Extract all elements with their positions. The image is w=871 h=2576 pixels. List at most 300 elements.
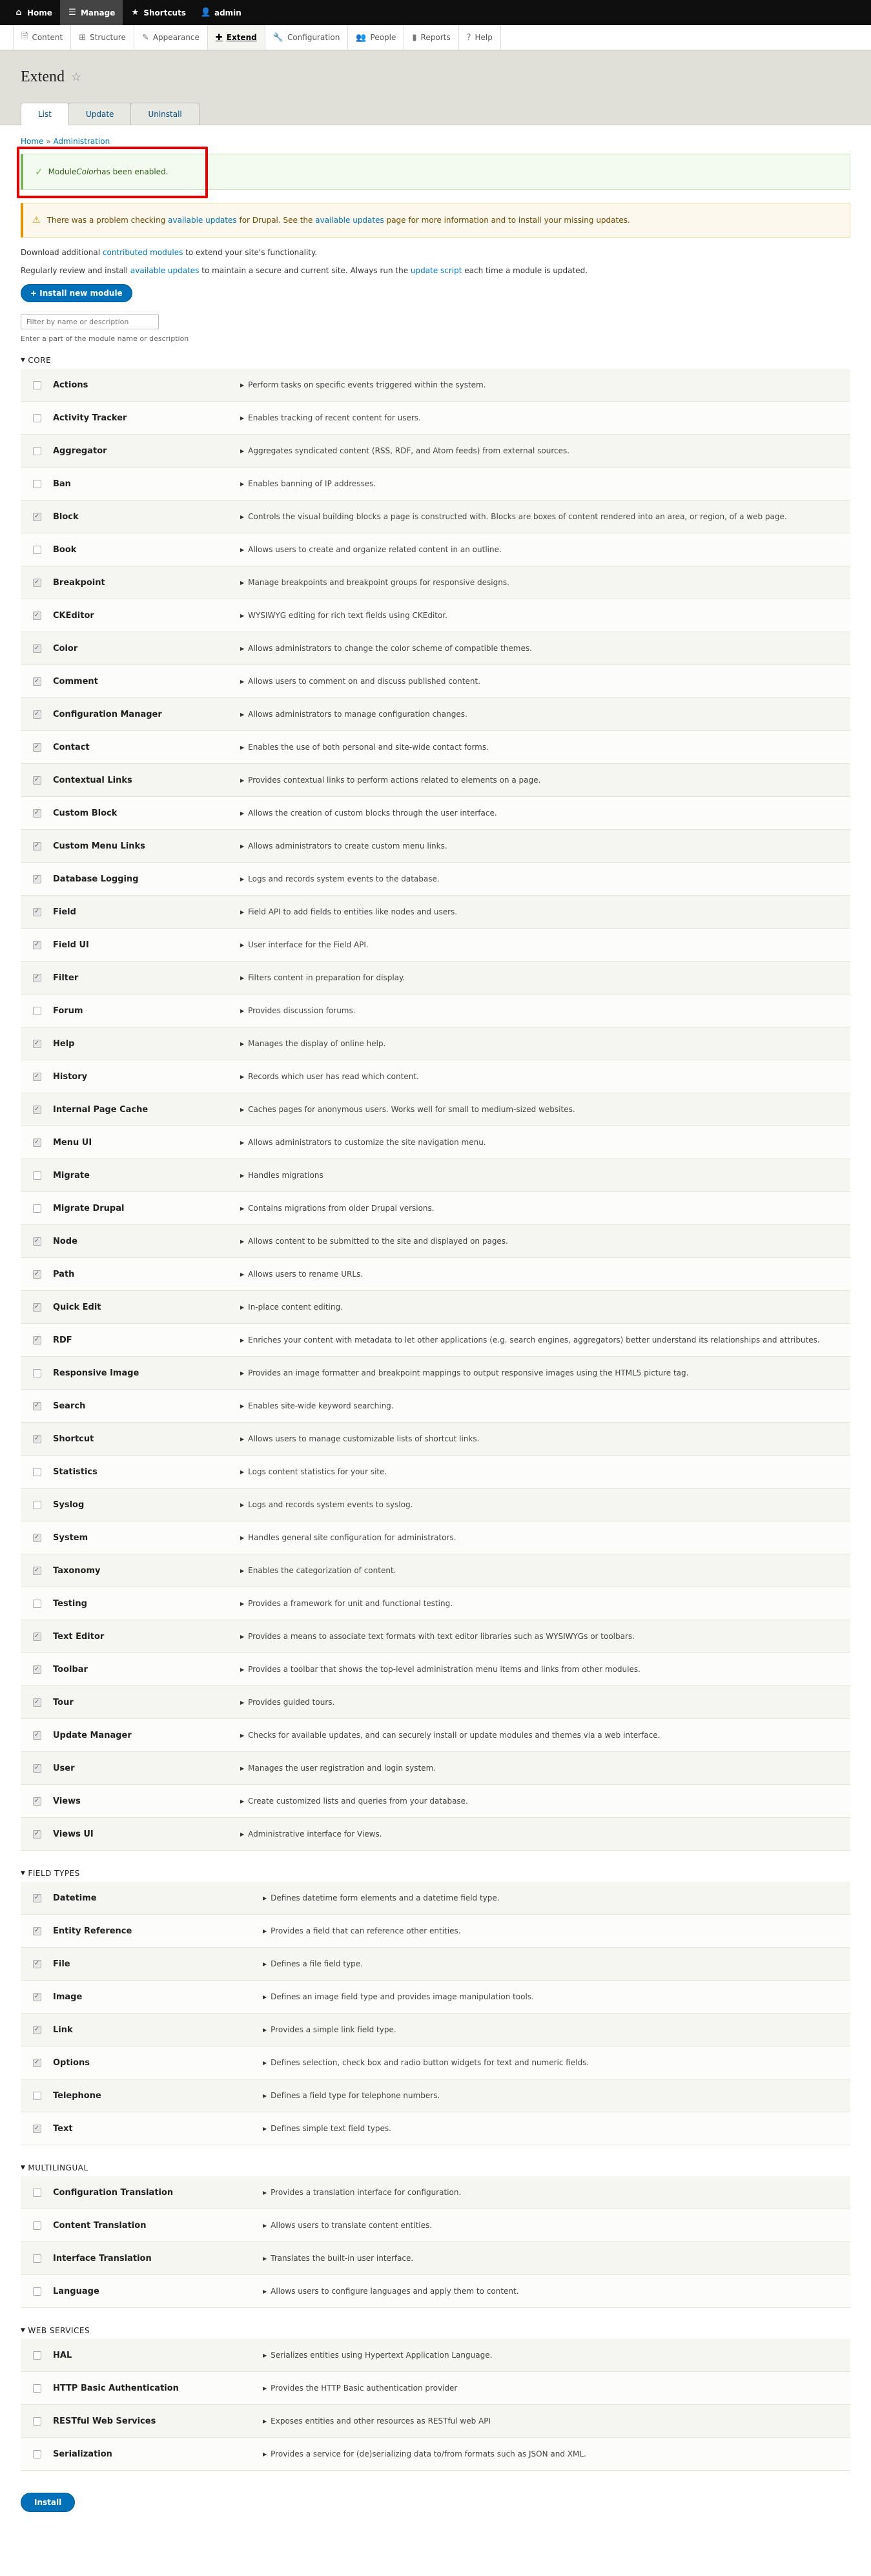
group-header[interactable] [21, 1869, 850, 1878]
module-description-text: Manage breakpoints and breakpoint groups for responsive designs. [248, 578, 509, 587]
module-description[interactable] [240, 841, 850, 850]
module-name[interactable]: CKEditor [53, 610, 94, 621]
module-description-text: Provides discussion forums. [248, 1006, 356, 1015]
module-description-text: Provides a simple link field type. [271, 2025, 396, 2034]
module-row [21, 402, 850, 435]
caret-right-icon: ▶ [240, 744, 245, 750]
caret-right-icon: ▶ [263, 2125, 267, 2132]
module-checkbox[interactable] [33, 414, 41, 422]
module-name[interactable]: Configuration Translation [53, 2187, 174, 2198]
status-module-name: Color [76, 167, 97, 176]
module-checkbox[interactable]: ✓ [33, 1402, 41, 1410]
update-script-link[interactable]: update script [410, 266, 462, 275]
module-name[interactable]: User [53, 1763, 75, 1773]
module-filter-input[interactable] [21, 314, 159, 329]
module-name[interactable]: Tour [53, 1697, 74, 1707]
module-name[interactable]: Search [53, 1401, 86, 1411]
toolbar-shortcuts[interactable] [123, 0, 194, 25]
module-checkbox[interactable]: ✓ [33, 2026, 41, 2034]
module-checkbox[interactable] [33, 2450, 41, 2458]
module-checkbox[interactable]: ✓ [33, 1993, 41, 2001]
module-name[interactable]: Activity Tracker [53, 413, 127, 423]
module-name[interactable]: Link [53, 2025, 73, 2035]
module-row [21, 994, 850, 1027]
module-checkbox[interactable]: ✓ [33, 1665, 41, 1674]
module-description[interactable] [240, 1698, 850, 1707]
module-name[interactable]: Custom Block [53, 808, 118, 818]
module-description[interactable] [240, 1500, 850, 1509]
breadcrumb-home[interactable]: Home [21, 137, 44, 146]
module-description[interactable] [240, 1006, 850, 1015]
module-checkbox[interactable]: ✓ [33, 644, 41, 653]
tab-uninstall[interactable]: Uninstall [130, 103, 199, 125]
module-description-text: Provides contextual links to perform actions related to elements on a page. [248, 776, 541, 785]
module-checkbox[interactable]: ✓ [33, 1534, 41, 1542]
module-description[interactable] [240, 743, 850, 752]
module-name[interactable]: Text [53, 2123, 73, 2134]
group-header[interactable] [21, 356, 850, 365]
module-name[interactable]: Content Translation [53, 2220, 147, 2231]
intro2-text-2: to maintain a secure and current site. Always run the [199, 266, 411, 275]
tray-extend[interactable] [208, 25, 265, 50]
module-description[interactable] [240, 1368, 850, 1377]
module-row [21, 1785, 850, 1818]
module-checkbox[interactable] [33, 1204, 41, 1213]
tray-appearance[interactable] [134, 25, 208, 50]
caret-right-icon: ▶ [240, 1172, 245, 1179]
module-checkbox[interactable] [33, 1007, 41, 1015]
sitemap-icon: ⊞ [79, 32, 87, 43]
caret-right-icon: ▶ [240, 1732, 245, 1738]
module-description[interactable] [263, 2221, 850, 2230]
module-checkbox[interactable] [33, 2351, 41, 2360]
tray-structure[interactable] [71, 25, 134, 50]
module-name[interactable]: Text Editor [53, 1631, 105, 1642]
module-description-text: Allows administrators to create custom menu links. [248, 841, 447, 850]
module-checkbox[interactable]: ✓ [33, 1633, 41, 1641]
module-group [21, 2163, 850, 2308]
tray-reports[interactable] [404, 25, 458, 50]
module-description[interactable] [240, 644, 850, 653]
tray-configuration-label: Configuration [287, 33, 340, 42]
module-checkbox[interactable]: ✓ [33, 677, 41, 686]
module-checkbox[interactable]: ✓ [33, 1731, 41, 1740]
page-header [0, 50, 871, 125]
caret-right-icon: ▶ [240, 942, 245, 948]
module-description[interactable] [240, 776, 850, 785]
warning-message [21, 203, 850, 238]
module-description[interactable] [240, 1566, 850, 1575]
module-description[interactable] [263, 2351, 850, 2360]
module-description[interactable] [263, 2254, 850, 2263]
module-name[interactable]: File [53, 1959, 70, 1969]
module-name[interactable]: Forum [53, 1005, 83, 1016]
intro2-text-1: Regularly review and install [21, 266, 130, 275]
module-row [21, 2275, 850, 2308]
module-checkbox[interactable]: ✓ [33, 1894, 41, 1902]
module-description[interactable] [240, 1434, 850, 1443]
module-name[interactable]: Block [53, 511, 79, 522]
module-row [21, 566, 850, 599]
module-checkbox[interactable] [33, 2417, 41, 2426]
module-name[interactable]: Menu UI [53, 1137, 92, 1148]
module-description[interactable] [263, 2287, 850, 2296]
module-description[interactable] [240, 874, 850, 883]
module-name[interactable]: Field [53, 907, 76, 917]
module-name[interactable]: Aggregator [53, 446, 107, 456]
tray-help[interactable] [459, 25, 501, 50]
module-description[interactable] [240, 1237, 850, 1246]
warning-text-3: page for more information and to install your missing updates. [386, 216, 630, 225]
module-description[interactable] [240, 710, 850, 719]
module-checkbox[interactable]: ✓ [33, 941, 41, 949]
breadcrumb-administration[interactable]: Administration [53, 137, 110, 146]
intro-available-updates-link[interactable]: available updates [130, 266, 200, 275]
module-description[interactable] [240, 512, 850, 521]
module-name[interactable]: Statistics [53, 1467, 97, 1477]
module-checkbox[interactable]: ✓ [33, 1435, 41, 1443]
module-checkbox[interactable]: ✓ [33, 710, 41, 719]
module-row [21, 1093, 850, 1126]
module-checkbox[interactable] [33, 546, 41, 554]
module-description[interactable] [240, 1401, 850, 1410]
module-description[interactable] [240, 1829, 850, 1839]
module-checkbox-cell [21, 414, 53, 422]
module-name[interactable]: Path [53, 1269, 75, 1279]
module-description[interactable] [240, 907, 850, 916]
module-description-text: Defines simple text field types. [271, 2124, 391, 2133]
module-checkbox[interactable]: ✓ [33, 1830, 41, 1839]
module-checkbox[interactable]: ✓ [33, 776, 41, 785]
tray-help-label: Help [475, 33, 493, 42]
module-name[interactable]: Shortcut [53, 1434, 94, 1444]
module-checkbox[interactable]: ✓ [33, 1336, 41, 1345]
module-description[interactable] [240, 1665, 850, 1674]
module-name[interactable]: Breakpoint [53, 577, 105, 588]
module-checkbox[interactable] [33, 1468, 41, 1476]
module-description[interactable] [240, 1731, 850, 1740]
module-checkbox-cell [21, 2221, 53, 2230]
module-name[interactable]: Entity Reference [53, 1926, 132, 1936]
caret-right-icon: ▶ [240, 1699, 245, 1705]
module-description[interactable] [240, 1303, 850, 1312]
module-row [21, 2079, 850, 2112]
module-description[interactable] [263, 2449, 850, 2458]
module-description[interactable] [263, 2384, 850, 2393]
module-name[interactable]: History [53, 1071, 88, 1082]
module-checkbox[interactable] [33, 480, 41, 488]
module-name[interactable]: Update Manager [53, 1730, 132, 1740]
caret-right-icon: ▶ [240, 1238, 245, 1244]
module-checkbox[interactable] [33, 1171, 41, 1180]
module-name[interactable]: Datetime [53, 1893, 97, 1903]
module-checkbox[interactable] [33, 2189, 41, 2197]
module-row [21, 369, 850, 402]
module-checkbox[interactable] [33, 1501, 41, 1509]
module-checkbox[interactable]: ✓ [33, 743, 41, 752]
available-updates-page-link[interactable]: available updates [315, 216, 384, 225]
module-row [21, 1915, 850, 1948]
module-checkbox-cell [21, 1139, 53, 1147]
module-checkbox[interactable]: ✓ [33, 842, 41, 850]
module-description[interactable] [240, 446, 850, 455]
module-row [21, 1225, 850, 1258]
module-description[interactable] [240, 1105, 850, 1114]
toolbar-user-label: admin [214, 8, 241, 17]
toolbar-manage-label: Manage [80, 8, 116, 17]
caret-right-icon: ▶ [240, 1304, 245, 1310]
caret-right-icon: ▶ [240, 382, 245, 388]
tab-list[interactable]: List [21, 103, 69, 125]
module-name[interactable]: Testing [53, 1598, 87, 1609]
module-row [21, 468, 850, 500]
module-checkbox[interactable] [33, 1600, 41, 1608]
module-row [21, 1882, 850, 1915]
module-name[interactable]: Migrate [53, 1170, 90, 1180]
module-checkbox[interactable]: ✓ [33, 1139, 41, 1147]
module-description-text: User interface for the Field API. [248, 940, 369, 949]
module-checkbox[interactable] [33, 2221, 41, 2230]
caret-right-icon: ▶ [263, 2352, 267, 2358]
install-button[interactable]: Install [21, 2493, 75, 2512]
warning-icon: ⚠ [32, 215, 41, 225]
module-description[interactable] [240, 1039, 850, 1048]
module-checkbox[interactable]: ✓ [33, 579, 41, 587]
module-name[interactable]: Filter [53, 973, 79, 983]
install-new-module-button[interactable]: + Install new module [21, 284, 132, 302]
tray-content[interactable] [13, 25, 71, 50]
module-name[interactable]: HTTP Basic Authentication [53, 2383, 179, 2393]
module-description[interactable] [240, 1599, 850, 1608]
star-icon[interactable]: ☆ [70, 70, 82, 83]
module-name[interactable]: Image [53, 1992, 83, 2002]
module-description[interactable] [240, 1270, 850, 1279]
module-description[interactable] [240, 1764, 850, 1773]
module-checkbox[interactable] [33, 2287, 41, 2296]
module-description[interactable] [240, 1072, 850, 1081]
module-checkbox-cell [21, 1764, 53, 1773]
chart-icon: ▮ [412, 32, 417, 43]
module-name[interactable]: Serialization [53, 2449, 112, 2459]
module-description[interactable] [263, 2091, 850, 2100]
module-name[interactable]: Help [53, 1038, 75, 1049]
module-group [21, 2326, 850, 2471]
caret-right-icon: ▶ [240, 645, 245, 652]
module-name[interactable]: Node [53, 1236, 77, 1246]
user-icon: 👤 [200, 8, 212, 17]
caret-right-icon: ▶ [240, 711, 245, 717]
module-name[interactable]: Actions [53, 380, 88, 390]
module-checkbox[interactable] [33, 1369, 41, 1377]
module-name[interactable]: Options [53, 2057, 90, 2068]
module-name[interactable]: Contact [53, 742, 90, 752]
caret-down-icon: ▼ [21, 2165, 26, 2171]
module-checkbox-cell [21, 941, 53, 949]
module-name[interactable]: Toolbar [53, 1664, 88, 1674]
module-checkbox-cell [21, 1894, 53, 1902]
module-description[interactable] [240, 1204, 850, 1213]
module-checkbox[interactable]: ✓ [33, 1927, 41, 1935]
module-row [21, 731, 850, 764]
module-checkbox[interactable]: ✓ [33, 1567, 41, 1575]
module-row [21, 896, 850, 929]
caret-right-icon: ▶ [240, 1468, 245, 1475]
module-description[interactable] [240, 1797, 850, 1806]
module-checkbox[interactable]: ✓ [33, 2059, 41, 2067]
module-checkbox-cell [21, 1204, 53, 1213]
module-checkbox[interactable] [33, 381, 41, 389]
tray-configuration[interactable] [265, 25, 349, 50]
module-row [21, 599, 850, 632]
module-checkbox[interactable]: ✓ [33, 1764, 41, 1773]
module-checkbox[interactable]: ✓ [33, 908, 41, 916]
module-name[interactable]: Internal Page Cache [53, 1104, 149, 1115]
module-name[interactable]: Responsive Image [53, 1368, 139, 1378]
module-row [21, 929, 850, 962]
module-description[interactable] [263, 2124, 850, 2133]
module-description[interactable] [263, 1893, 850, 1902]
module-description[interactable] [240, 380, 850, 389]
module-checkbox[interactable]: ✓ [33, 513, 41, 521]
module-name[interactable]: Configuration Manager [53, 709, 162, 719]
module-name[interactable]: RESTful Web Services [53, 2416, 156, 2426]
module-checkbox[interactable]: ✓ [33, 1040, 41, 1048]
group-header[interactable] [21, 2326, 850, 2335]
module-description-text: Handles migrations [248, 1171, 323, 1180]
module-name[interactable]: Telephone [53, 2090, 101, 2101]
module-checkbox[interactable]: ✓ [33, 1960, 41, 1968]
caret-right-icon: ▶ [263, 2092, 267, 2099]
module-name[interactable]: Contextual Links [53, 775, 132, 785]
module-description-text: Allows users to configure languages and apply them to content. [271, 2287, 519, 2296]
module-row [21, 1686, 850, 1719]
module-checkbox[interactable] [33, 2384, 41, 2393]
module-checkbox[interactable] [33, 2254, 41, 2263]
module-description[interactable] [240, 677, 850, 686]
module-description-text: Enriches your content with metadata to let other applications (e.g. search engines, aggregators) better understand its relationships and attributes. [248, 1335, 820, 1345]
module-checkbox-cell [21, 1600, 53, 1608]
module-checkbox[interactable]: ✓ [33, 1237, 41, 1246]
module-description[interactable] [240, 545, 850, 554]
module-name[interactable]: Color [53, 643, 78, 654]
module-checkbox[interactable]: ✓ [33, 1073, 41, 1081]
toolbar-user[interactable] [194, 0, 249, 25]
module-checkbox-cell [21, 743, 53, 752]
module-description[interactable] [240, 578, 850, 587]
module-checkbox[interactable]: ✓ [33, 612, 41, 620]
module-name[interactable]: Language [53, 2286, 99, 2296]
module-description[interactable] [240, 809, 850, 818]
module-checkbox[interactable]: ✓ [33, 1303, 41, 1312]
toolbar-home[interactable] [6, 0, 60, 25]
module-name[interactable]: Migrate Drupal [53, 1203, 125, 1213]
module-checkbox[interactable]: ✓ [33, 809, 41, 818]
module-description[interactable] [240, 479, 850, 488]
module-checkbox-cell [21, 1633, 53, 1641]
module-checkbox[interactable] [33, 2092, 41, 2100]
module-description[interactable] [240, 1171, 850, 1180]
intro1-text-2: to extend your site's functionality. [183, 248, 318, 257]
module-name[interactable]: Ban [53, 479, 71, 489]
toolbar-manage[interactable] [60, 0, 123, 25]
contributed-modules-link[interactable]: contributed modules [102, 248, 183, 257]
module-name[interactable]: Quick Edit [53, 1302, 101, 1312]
module-description[interactable] [240, 973, 850, 982]
module-name[interactable]: Taxonomy [53, 1565, 101, 1576]
module-row [21, 2405, 850, 2438]
module-checkbox-cell [21, 1993, 53, 2001]
module-row [21, 1423, 850, 1456]
module-description[interactable] [263, 1959, 850, 1968]
module-row [21, 1126, 850, 1159]
module-checkbox[interactable]: ✓ [33, 1270, 41, 1279]
module-name[interactable]: Custom Menu Links [53, 841, 145, 851]
module-checkbox[interactable]: ✓ [33, 875, 41, 883]
module-description[interactable] [263, 2416, 850, 2426]
module-checkbox-cell [21, 2189, 53, 2197]
module-description[interactable] [263, 2188, 850, 2197]
module-name[interactable]: Book [53, 544, 77, 555]
module-checkbox[interactable]: ✓ [33, 2125, 41, 2133]
available-updates-link[interactable]: available updates [168, 216, 237, 225]
module-description-text: Checks for available updates, and can securely install or update modules and themes via a web interface. [248, 1731, 661, 1740]
module-checkbox[interactable]: ✓ [33, 1797, 41, 1806]
module-description[interactable] [263, 1926, 850, 1935]
module-description-text: Logs and records system events to syslog. [248, 1500, 413, 1509]
group-header[interactable] [21, 2163, 850, 2172]
module-name[interactable]: Interface Translation [53, 2253, 152, 2263]
module-description[interactable] [240, 940, 850, 949]
module-name[interactable]: System [53, 1532, 88, 1543]
module-row [21, 698, 850, 731]
module-description[interactable] [263, 2025, 850, 2034]
module-checkbox[interactable]: ✓ [33, 1106, 41, 1114]
module-name[interactable]: RDF [53, 1335, 72, 1345]
module-description-text: Allows administrators to manage configuration changes. [248, 710, 467, 719]
module-checkbox[interactable]: ✓ [33, 974, 41, 982]
module-name[interactable]: Comment [53, 676, 98, 686]
module-name[interactable]: Views UI [53, 1829, 94, 1839]
module-description[interactable] [240, 1632, 850, 1641]
module-description[interactable] [240, 1138, 850, 1147]
module-description-text: Logs content statistics for your site. [248, 1467, 387, 1476]
caret-right-icon: ▶ [240, 777, 245, 783]
module-row [21, 962, 850, 994]
module-checkbox[interactable]: ✓ [33, 1698, 41, 1707]
module-description[interactable] [240, 1533, 850, 1542]
module-name[interactable]: Database Logging [53, 874, 139, 884]
module-name[interactable]: Syslog [53, 1499, 85, 1510]
module-checkbox[interactable] [33, 447, 41, 455]
module-description[interactable] [263, 1992, 850, 2001]
module-description[interactable] [240, 413, 850, 422]
tab-update[interactable]: Update [68, 103, 131, 125]
module-description[interactable] [240, 611, 850, 620]
tray-people[interactable] [348, 25, 404, 50]
module-checkbox-cell [21, 644, 53, 653]
module-description[interactable] [263, 2058, 850, 2067]
module-name[interactable]: HAL [53, 2350, 72, 2360]
module-description-text: Enables banning of IP addresses. [248, 479, 376, 488]
module-name[interactable]: Views [53, 1796, 81, 1806]
module-description[interactable] [240, 1467, 850, 1476]
module-row [21, 1752, 850, 1785]
module-description-text: Provides a framework for unit and functional testing. [248, 1599, 453, 1608]
module-name[interactable]: Field UI [53, 940, 89, 950]
module-description-text: Provides a translation interface for configuration. [271, 2188, 462, 2197]
module-description[interactable] [240, 1335, 850, 1345]
module-checkbox-cell [21, 2254, 53, 2263]
